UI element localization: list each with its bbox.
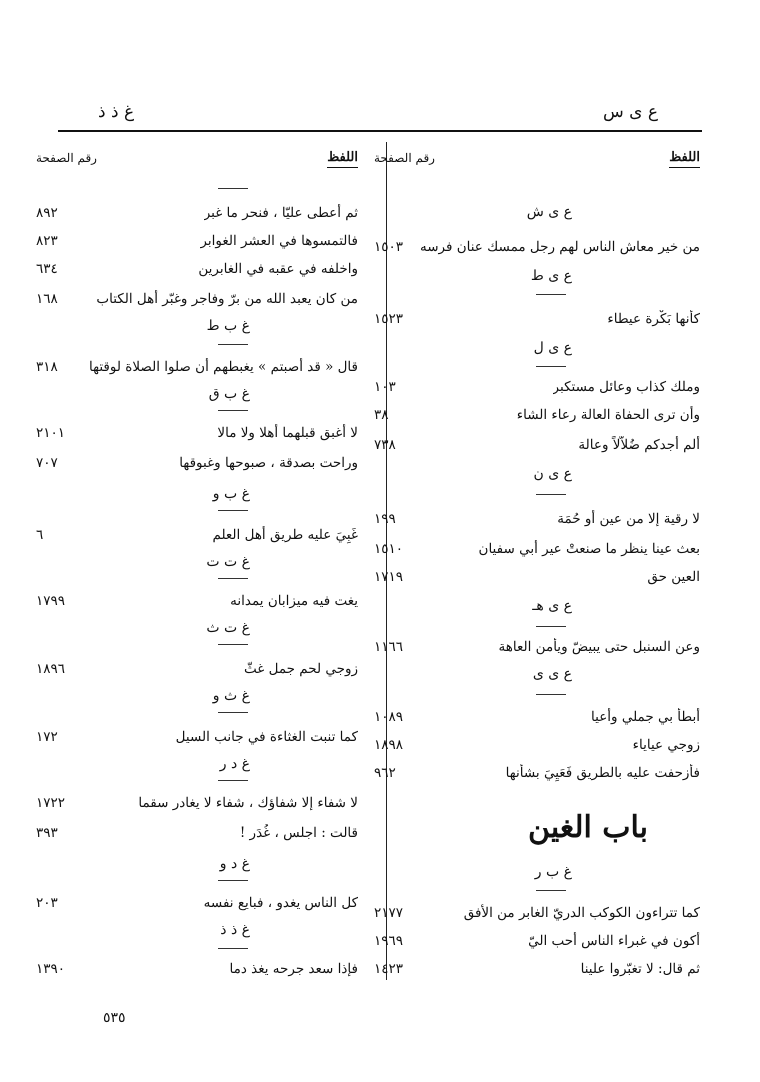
- running-head-right: ع ى س: [602, 102, 658, 122]
- root-heading: غ ب ق: [208, 386, 250, 402]
- entry-text: قال « قد أصبتم » يغبطهم أن صلوا الصلاة لوقتها: [89, 359, 358, 375]
- index-entry: [36, 790, 358, 816]
- entry-text: وأن ترى الحفاة العالة رعاء الشاء: [516, 407, 700, 423]
- page-folio: ٥٣٥: [103, 1010, 126, 1026]
- root-underline: [536, 294, 566, 295]
- entry-text: فأزحفت عليه بالطريق فَعَيِيَ بشأنها: [505, 765, 700, 781]
- left-column-header: [36, 148, 358, 174]
- entry-page-number: ٦٣٤: [36, 261, 58, 277]
- entry-page-number: ٦: [36, 527, 44, 543]
- right-column-header: [374, 148, 700, 174]
- index-entry: [36, 450, 358, 476]
- entry-page-number: ٣٨: [374, 407, 389, 423]
- entry-page-number: ٧٣٨: [374, 437, 396, 453]
- term-label: اللفظ: [327, 148, 358, 168]
- root-underline: [218, 644, 248, 645]
- root-underline: [218, 948, 248, 949]
- index-entry: [374, 564, 700, 590]
- root-underline: [218, 510, 248, 511]
- root-underline: [218, 344, 248, 345]
- index-entry: [374, 306, 700, 332]
- index-entry: [36, 256, 358, 282]
- root-underline: [218, 578, 248, 579]
- index-entry: [374, 956, 700, 982]
- entry-page-number: ٨٩٢: [36, 205, 58, 221]
- entry-page-number: ٣٩٣: [36, 825, 58, 841]
- entry-page-number: ١٧١٩: [374, 569, 404, 585]
- index-entry: [374, 928, 700, 954]
- root-underline: [218, 780, 248, 781]
- entry-text: العين حق: [647, 569, 700, 585]
- root-heading: غ ث و: [212, 688, 250, 704]
- index-entry: [374, 374, 700, 400]
- root-heading: ع ى ى: [532, 666, 572, 682]
- index-entry: [36, 656, 358, 682]
- index-entry: [36, 956, 358, 982]
- entry-text: من كان يعبد الله من برّ وفاجر وغبّر أهل الكتاب: [96, 291, 358, 307]
- index-entry: [36, 724, 358, 750]
- entry-text: غَبِيَ عليه طريق أهل العلم: [212, 527, 358, 543]
- entry-page-number: ١٩٩: [374, 511, 396, 527]
- entry-text: أكون في غبراء الناس أحب اليّ: [528, 933, 700, 949]
- root-heading: ع ى هـ: [532, 598, 572, 614]
- root-heading: غ ت ث: [206, 620, 250, 636]
- left-column: [36, 148, 358, 977]
- index-entry: [374, 234, 700, 260]
- entry-page-number: ٣١٨: [36, 359, 58, 375]
- entry-text: كأنها بَكْرة عيطاء: [607, 311, 700, 327]
- entry-text: ألم أجدكم ضُلاَّلاً وعالة: [578, 437, 700, 453]
- entry-page-number: ١٥١٠: [374, 541, 404, 557]
- index-entry: [36, 200, 358, 226]
- root-heading: غ ت ت: [206, 554, 250, 570]
- entry-page-number: ٢١٧٧: [374, 905, 404, 921]
- entry-text: أبطأ بي جملي وأعيا: [591, 709, 700, 725]
- header-rule: [58, 130, 702, 132]
- root-heading: غ ب و: [212, 486, 250, 502]
- root-underline: [218, 880, 248, 881]
- root-underline: [536, 626, 566, 627]
- running-head-left: غ ذ ذ: [98, 102, 135, 122]
- root-underline: [218, 410, 248, 411]
- entry-page-number: ١٣٩٠: [36, 961, 66, 977]
- entry-page-number: ٢١٠١: [36, 425, 66, 441]
- index-entry: [36, 522, 358, 548]
- root-heading: غ ب ر: [534, 864, 572, 880]
- root-underline: [536, 694, 566, 695]
- index-entry: [374, 402, 700, 428]
- index-entry: [374, 900, 700, 926]
- index-entry: [374, 704, 700, 730]
- entry-text: زوجي عياياء: [632, 737, 700, 753]
- index-entry: [374, 760, 700, 786]
- entry-page-number: ١٩٦٩: [374, 933, 404, 949]
- entry-text: يغت فيه ميزابان يمدانه: [230, 593, 358, 609]
- root-heading: ع ى ل: [533, 340, 572, 356]
- index-entry: [36, 286, 358, 312]
- root-underline: [536, 890, 566, 891]
- index-entry: [374, 732, 700, 758]
- section-title: باب الغين: [527, 810, 648, 845]
- entry-page-number: ١٤٢٣: [374, 961, 404, 977]
- index-entry: [374, 634, 700, 660]
- entry-text: كل الناس يغدو ، فبايع نفسه: [203, 895, 358, 911]
- entry-page-number: ١٦٨: [36, 291, 58, 307]
- index-entry: [374, 506, 700, 532]
- entry-page-number: ١١٦٦: [374, 639, 404, 655]
- root-heading: غ ب ط: [206, 318, 250, 334]
- entry-text: فإذا سعد جرحه يغذ دما: [229, 961, 358, 977]
- entry-page-number: ١٧٢: [36, 729, 58, 745]
- root-underline: [536, 494, 566, 495]
- index-entry: [374, 432, 700, 458]
- root-heading: ع ى ش: [526, 204, 572, 220]
- index-entry: [36, 890, 358, 916]
- page-number-label: رقم الصفحة: [374, 151, 435, 165]
- root-heading: غ د ر: [219, 756, 250, 772]
- entry-text: واخلفه في عقبه في الغابرين: [198, 261, 358, 277]
- entry-text: زوجي لحم جمل غثّ: [243, 661, 358, 677]
- root-underline: [218, 712, 248, 713]
- page-number-label: رقم الصفحة: [36, 151, 97, 165]
- entry-page-number: ١٨٩٦: [36, 661, 66, 677]
- entry-text: لا شفاء إلا شفاؤك ، شفاء لا يغادر سقما: [138, 795, 358, 811]
- entry-text: ثم قال: لا تغبّروا علينا: [580, 961, 700, 977]
- entry-page-number: ١٥٠٣: [374, 239, 404, 255]
- entry-page-number: ٧٠٧: [36, 455, 58, 471]
- entry-text: لا رقية إلا من عين أو حُمَة: [557, 511, 700, 527]
- entry-page-number: ٨٢٣: [36, 233, 58, 249]
- index-entry: [36, 588, 358, 614]
- entry-text: قالت : اجلس ، غُدَر !: [239, 825, 358, 841]
- entry-page-number: ١٨٩٨: [374, 737, 404, 753]
- root-heading: ع ى ط: [530, 268, 572, 284]
- root-heading: غ ذ ذ: [220, 922, 250, 938]
- entry-page-number: ١٧٩٩: [36, 593, 66, 609]
- entry-text: كما تنبت الغثاءة في جانب السيل: [175, 729, 358, 745]
- entry-page-number: ١٠٨٩: [374, 709, 404, 725]
- entry-text: وراحت بصدقة ، صبوحها وغبوقها: [179, 455, 358, 471]
- root-underline: [218, 188, 248, 189]
- entry-text: بعث عينا ينظر ما صنعتْ عير أبي سفيان: [478, 541, 700, 557]
- root-underline: [536, 366, 566, 367]
- root-heading: غ د و: [219, 856, 250, 872]
- index-entry: [36, 354, 358, 380]
- root-heading: ع ى ن: [533, 466, 572, 482]
- entry-page-number: ١٥٢٣: [374, 311, 404, 327]
- index-entry: [36, 420, 358, 446]
- entry-text: لا أغبق قبلهما أهلا ولا مالا: [217, 425, 358, 441]
- entry-text: وعن السنبل حتى يبيضّ ويأمن العاهة: [498, 639, 700, 655]
- entry-page-number: ٩٦٢: [374, 765, 396, 781]
- entry-page-number: ٢٠٣: [36, 895, 58, 911]
- index-entry: [36, 820, 358, 846]
- entry-text: من خير معاش الناس لهم رجل ممسك عنان فرسه: [419, 239, 700, 255]
- index-entry: [36, 228, 358, 254]
- index-entry: [374, 536, 700, 562]
- entry-page-number: ١٧٢٢: [36, 795, 66, 811]
- entry-text: فالتمسوها في العشر الغوابر: [200, 233, 358, 249]
- entry-text: كما تتراءون الكوكب الدريّ الغابر من الأفق: [463, 905, 700, 921]
- entry-page-number: ١٠٣: [374, 379, 396, 395]
- entry-text: ثم أعطى عليّا ، فنحر ما غبر: [203, 205, 358, 221]
- entry-text: وملك كذاب وعائل مستكبر: [552, 379, 700, 395]
- right-column: [374, 148, 700, 977]
- term-label: اللفظ: [669, 148, 700, 168]
